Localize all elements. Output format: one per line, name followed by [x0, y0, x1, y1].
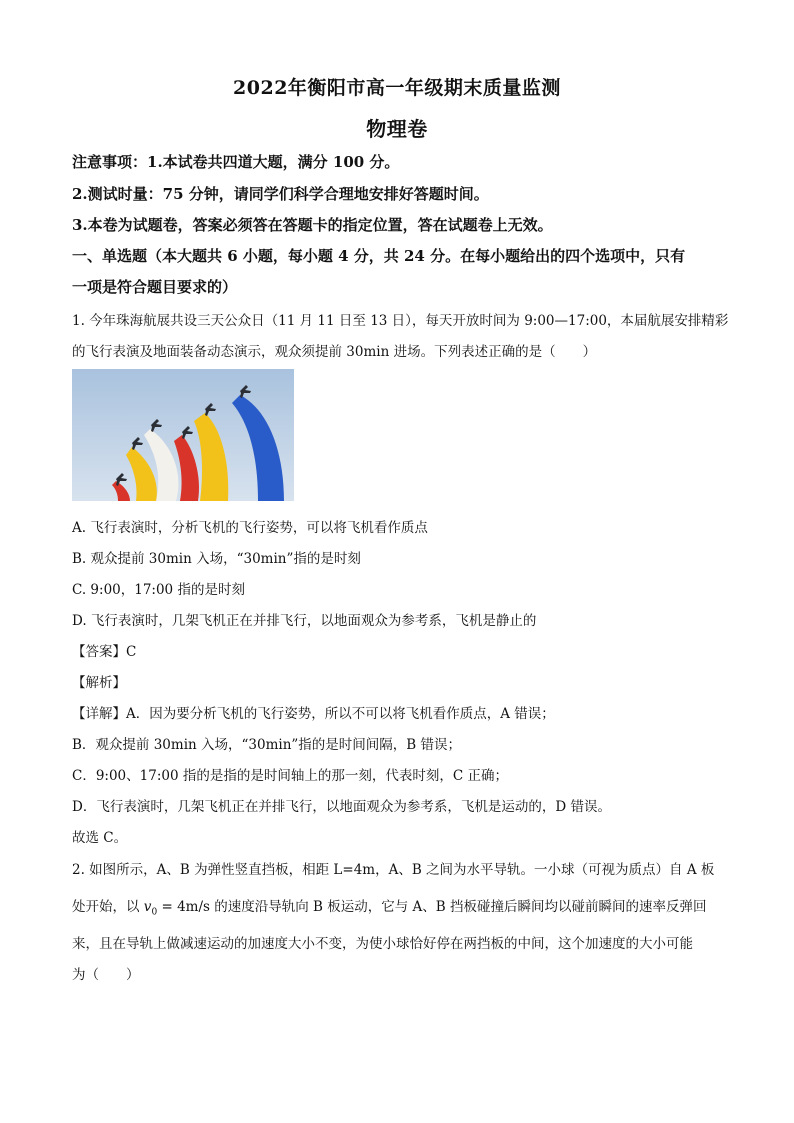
- q2-velocity-value: = 4m/s: [161, 899, 210, 915]
- q1-stem-line-1: 1. 今年珠海航展共设三天公众日（11 月 11 日至 13 日），每天开放时间为 9:00—17:00，本届航展安排精彩: [72, 313, 729, 329]
- section-heading-line-1: 一、单选题（本大题共 6 小题，每小题 4 分，共 24 分。在每小题给出的四个选项中，只有: [72, 247, 686, 265]
- q1-detail-line-4: D．飞行表演时，几架飞机正在并排飞行，以地面观众为参考系，飞机是运动的，D 错误。: [72, 799, 611, 815]
- q1-analysis-label: 【解析】: [72, 675, 126, 691]
- exam-subtitle: 物理卷: [366, 117, 428, 141]
- q1-option-a: A. 飞行表演时，分析飞机的飞行姿势，可以将飞机看作质点: [72, 520, 428, 536]
- q2-line-2-pre: 处开始，以: [72, 899, 140, 915]
- notes-line-1: 注意事项：1.本试卷共四道大题，满分 100 分。: [72, 153, 400, 171]
- q2-line-3: 来，且在导轨上做减速运动的加速度大小不变，为使小球恰好停在两挡板的中间，这个加速度的大小可能: [72, 936, 693, 952]
- q2-line-2: [72, 895, 707, 918]
- q2-line-2-post: 的速度沿导轨向 B 板运动，它与 A、B 挡板碰撞后瞬间均以碰前瞬间的速率反弹回: [214, 899, 707, 915]
- q1-option-c: C. 9:00，17:00 指的是时刻: [72, 582, 245, 598]
- notes-line-3: 3.本卷为试题卷，答案必须答在答题卡的指定位置，答在试题卷上无效。: [72, 216, 553, 234]
- q1-stem-line-2: 的飞行表演及地面装备动态演示，观众须提前 30min 进场。下列表述正确的是（ ）: [72, 344, 597, 360]
- notes-line-2: 2.测试时量：75 分钟，请同学们科学合理地安排好答题时间。: [72, 185, 489, 203]
- q2-velocity-symbol: $v_0$: [143, 899, 158, 918]
- q1-detail-line-2: B．观众提前 30min 入场，“30min”指的是时间间隔，B 错误；: [72, 737, 462, 753]
- q1-detail-line-5: 故选 C。: [72, 830, 128, 846]
- exam-title: 2022年衡阳市高一年级期末质量监测: [233, 77, 561, 99]
- q2-line-4: 为（ ）: [72, 967, 140, 983]
- q1-detail-line-1: 【详解】A．因为要分析飞机的飞行姿势，所以不可以将飞机看作质点，A 错误；: [72, 706, 555, 722]
- section-heading-line-2: 一项是符合题目要求的）: [72, 278, 238, 296]
- airshow-photo: [72, 369, 294, 501]
- q1-option-b: B. 观众提前 30min 入场，“30min”指的是时刻: [72, 551, 361, 567]
- q1-option-d: D. 飞行表演时，几架飞机正在并排飞行，以地面观众为参考系，飞机是静止的: [72, 613, 537, 629]
- q1-answer: 【答案】C: [72, 644, 137, 660]
- q1-detail-line-3: C．9:00、17:00 指的是指的是时间轴上的那一刻，代表时刻，C 正确；: [72, 768, 508, 784]
- q2-line-1: 2. 如图所示，A、B 为弹性竖直挡板，相距 L=4m，A、B 之间为水平导轨。一小球（可视为质点）自 A 板: [72, 862, 715, 878]
